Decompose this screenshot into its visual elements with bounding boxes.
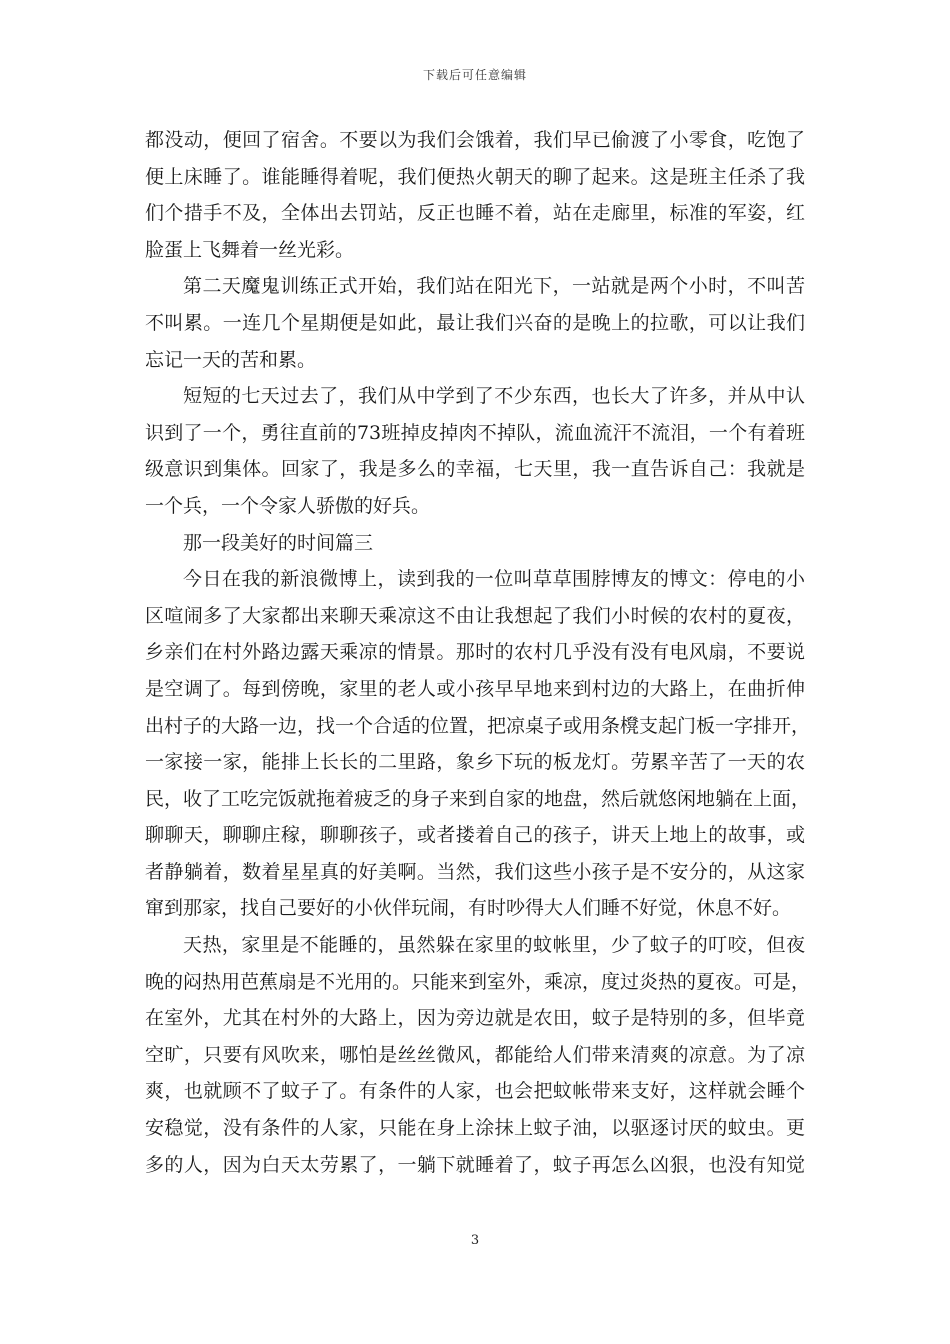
paragraph-line: 空旷，只要有风吹来，哪怕是丝丝微风，都能给人们带来清爽的凉意。为了凉	[145, 1043, 805, 1066]
paragraph-line: 是空调了。每到傍晚，家里的老人或小孩早早地来到村边的大路上，在曲折伸	[145, 677, 805, 700]
paragraph-line: 天热，家里是不能睡的，虽然躲在家里的蚊帐里，少了蚊子的叮咬，但夜	[183, 934, 805, 957]
paragraph	[145, 927, 811, 1183]
paragraph-line: 们个措手不及，全体出去罚站，反正也睡不着，站在走廊里，标准的军姿，红	[145, 202, 805, 225]
paragraph-line: 都没动，便回了宿舍。不要以为我们会饿着，我们早已偷渡了小零食，吃饱了	[145, 129, 805, 151]
paragraph-line: 一个兵，一个令家人骄傲的好兵。	[145, 494, 431, 517]
paragraph-line: 短短的七天过去了，我们从中学到了不少东西，也长大了许多，并从中认	[183, 385, 805, 408]
paragraph	[145, 268, 805, 378]
paragraph	[145, 378, 805, 524]
paragraph	[145, 561, 811, 927]
paragraph-line: 者静躺着，数着星星真的好美啊。当然，我们这些小孩子是不安分的，从这家	[145, 860, 805, 883]
paragraph-line: 脸蛋上飞舞着一丝光彩。	[145, 238, 355, 261]
page-number: 3	[470, 1233, 480, 1248]
paragraph-line: 爽，也就顾不了蚊子了。有条件的人家，也会把蚊帐带来支好，这样就会睡个	[145, 1080, 805, 1103]
paragraph-line: 便上床睡了。谁能睡得着呢，我们便热火朝天的聊了起来。这是班主任杀了我	[145, 165, 805, 188]
paragraph-line: 聊聊天，聊聊庄稼，聊聊孩子，或者搂着自己的孩子，讲天上地上的故事，或	[145, 824, 805, 847]
paragraph-line: 级意识到集体。回家了，我是多么的幸福，七天里，我一直告诉自己：我就是	[145, 458, 805, 481]
paragraph-line: 窜到那家，找自己要好的小伙伴玩闹，有时吵得大人们睡不好觉，休息不好。	[145, 897, 792, 920]
document-body	[145, 122, 811, 1183]
paragraph-line: 在室外，尤其在村外的大路上，因为旁边就是农田，蚊子是特别的多，但毕竟	[145, 1007, 805, 1030]
paragraph-line: 今日在我的新浪微博上，读到我的一位叫草草围脖博友的博文：停电的小	[183, 568, 805, 591]
paragraph-line: 一家接一家，能排上长长的二里路，象乡下玩的板龙灯。劳累辛苦了一天的农	[145, 751, 805, 774]
paragraph-line: 不叫累。一连几个星期便是如此，最让我们兴奋的是晚上的拉歌，可以让我们	[145, 311, 805, 334]
paragraph	[145, 525, 805, 562]
paragraph-line: 出村子的大路一边，找一个合适的位置，把凉桌子或用条櫈支起门板一字排开，	[145, 714, 811, 737]
paragraph-line: 区喧闹多了大家都出来聊天乘凉这不由让我想起了我们小时候的农村的夏夜，	[145, 604, 805, 627]
paragraph-line: 晚的闷热用芭蕉扇是不光用的。只能来到室外，乘凉，度过炎热的夏夜。可是，	[145, 970, 811, 993]
paragraph-line: 民，收了工吃完饭就拖着疲乏的身子来到自家的地盘，然后就悠闲地躺在上面，	[145, 787, 811, 810]
paragraph-line: 那一段美好的时间篇三	[183, 531, 374, 554]
paragraph-line: 第二天魔鬼训练正式开始，我们站在阳光下，一站就是两个小时，不叫苦	[183, 275, 805, 298]
paragraph-line: 忘记一天的苦和累。	[145, 348, 317, 371]
paragraph-line: 乡亲们在村外路边露天乘凉的情景。那时的农村几乎没有没有电风扇，不要说	[145, 641, 805, 664]
paragraph-line: 安稳觉，没有条件的人家，只能在身上涂抹上蚊子油，以驱逐讨厌的蚊虫。更	[145, 1117, 805, 1140]
paragraph-line: 识到了一个，勇往直前的73班掉皮掉肉不掉队，流血流汗不流泪，一个有着班	[145, 421, 805, 444]
paragraph-line: 多的人，因为白天太劳累了，一躺下就睡着了，蚊子再怎么凶狠，也没有知觉	[145, 1153, 805, 1176]
paragraph	[145, 122, 805, 268]
page-header: 下载后可任意编辑	[422, 68, 527, 82]
